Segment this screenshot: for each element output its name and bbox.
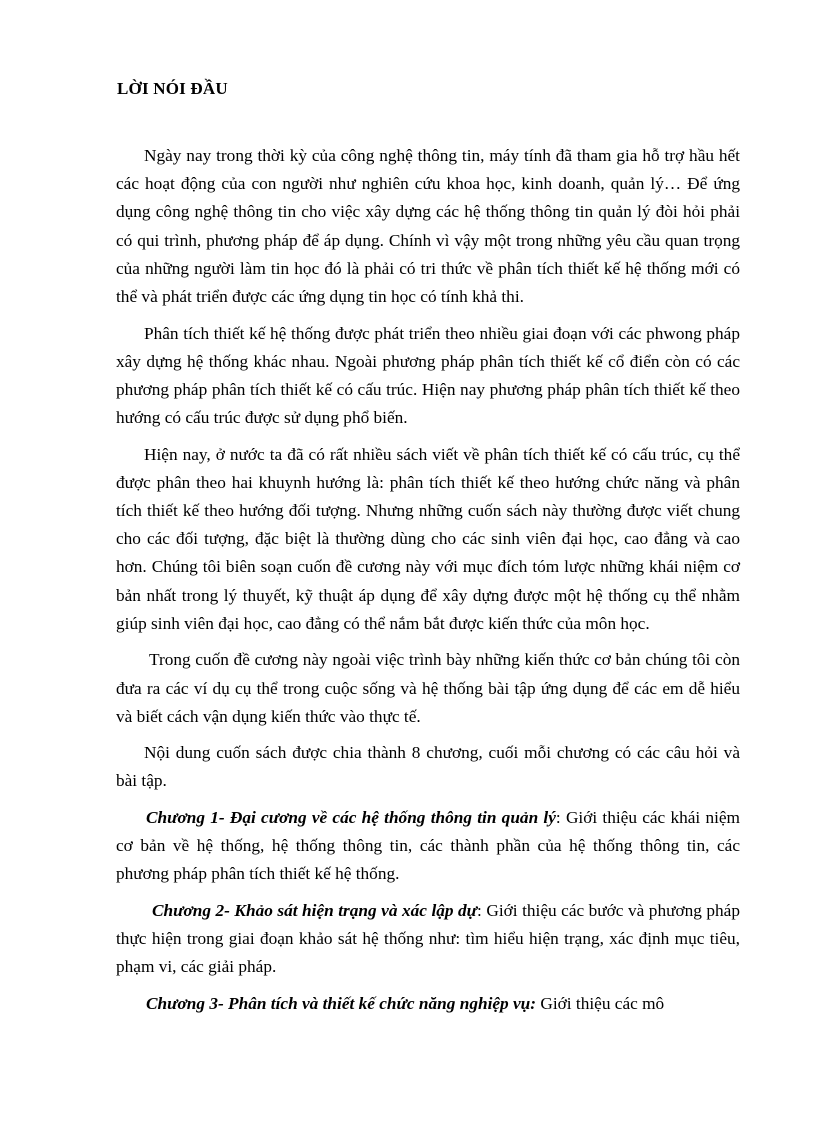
paragraph-chapters-overview: Nội dung cuốn sách được chia thành 8 chương, cuối mỗi chương có các câu hỏi và bài tập.	[116, 743, 740, 791]
chapter-2-separator: :	[477, 900, 482, 920]
page-title: LỜI NÓI ĐẦU	[117, 79, 228, 98]
chapter-1-separator: :	[555, 807, 561, 827]
paragraph-intro: Ngày nay trong thời kỳ của công nghệ thông tin, máy tính đã tham gia hỗ trợ hầu hết các hoạt động của con người như nghiên cứu khoa học, kinh doanh, quản lý… Để ứng dụng công nghệ thông tin cho việc xây dựng các hệ thống thông tin quản lý đòi hỏi phải có qui trình, phương pháp để áp dụng. Chính vì vậy một trong những yêu cầu quan trọng của những người làm tin học đó là phải có tri thức về phân tích thiết kế hệ thống mới có thể và phát triển được các ứng dụng tin học có tính khả thi.	[116, 146, 740, 307]
paragraph-methods: Phân tích thiết kế hệ thống được phát triển theo nhiều giai đoạn với các phwong pháp xây dựng hệ thống khác nhau. Ngoài phương pháp phân tích thiết kế cổ điển còn có các phương pháp phân tích thiết kế có cấu trúc. Hiện nay phương pháp phân tích thiết kế theo hướng có cấu trúc được sử dụng phổ biến.	[116, 323, 740, 428]
chapter-1-text: Giới thiệu các khái niệm cơ bản về hệ thống, hệ thống thông tin, các thành phần của hệ thống thông tin, các phương pháp phân tích thiết kế hệ thống.	[116, 807, 740, 884]
chapter-2-summary	[116, 897, 740, 982]
document-body	[116, 142, 740, 1018]
chapter-1-title: Chương 1- Đại cương về các hệ thống thông tin quản lý	[146, 807, 556, 827]
chapter-2-title: Chương 2- Khảo sát hiện trạng và xác lập dự	[152, 900, 478, 920]
chapter-2-text: Giới thiệu các bước và phương pháp thực hiện trong giai đoạn khảo sát hệ thống như: tìm hiểu hiện trạng, xác định mục tiêu, phạm vi, các giải pháp.	[116, 900, 740, 977]
chapter-3-title: Chương 3- Phân tích và thiết kế chức năng nghiệp vụ:	[146, 993, 537, 1013]
chapter-3-summary	[116, 990, 740, 1018]
paragraph-content: Trong cuốn đề cương này ngoài việc trình bày những kiến thức cơ bản chúng tôi còn đưa ra các ví dụ cụ thể trong cuộc sống và hệ thống bài tập ứng dụng để các em dễ hiểu và biết cách vận dụng kiến thức vào thực tế.	[116, 650, 740, 726]
chapter-3-text: Giới thiệu các mô	[536, 993, 665, 1013]
chapter-1-summary	[116, 804, 740, 889]
paragraph-books: Hiện nay, ở nước ta đã có rất nhiều sách viết về phân tích thiết kế có cấu trúc, cụ thể được phân theo hai khuynh hướng là: phân tích thiết kế theo hướng chức năng và phân tích thiết kế theo hướng đối tượng. Nhưng những cuốn sách này thường được viết chung cho các đối tượng, đặc biệt là thường dùng cho các sinh viên đại học, cao đẳng và cao hơn. Chúng tôi biên soạn cuốn đề cương này với mục đích tóm lược những khái niệm cơ bản nhất trong lý thuyết, kỹ thuật áp dụng để xây dựng được một hệ thống cụ thể nhằm giúp sinh viên đại học, cao đẳng có thể nắm bắt được kiến thức của môn học.	[116, 444, 740, 633]
